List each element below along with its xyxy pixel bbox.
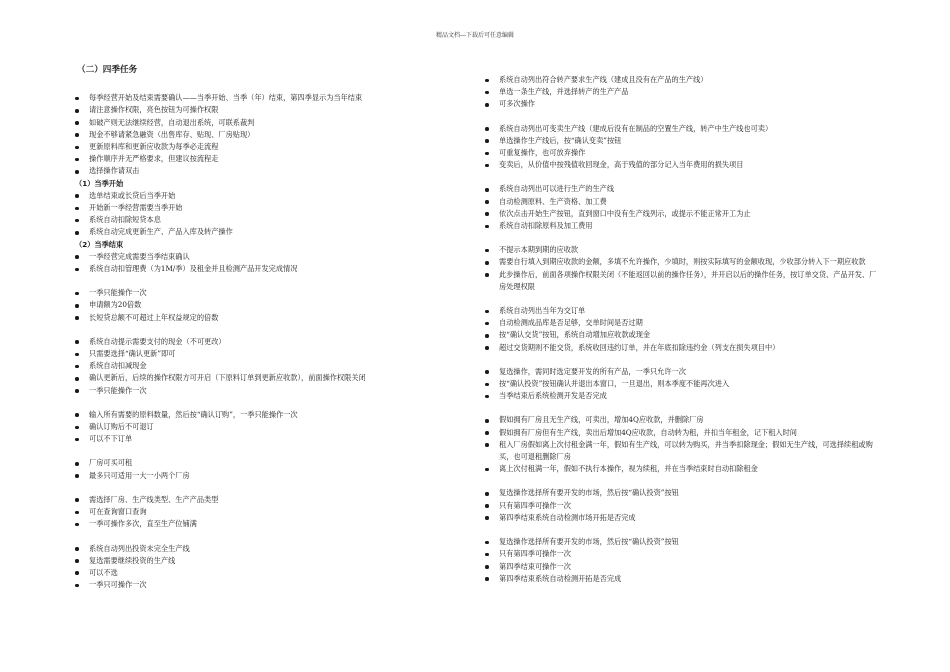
bullet-item: 变卖后，从价值中按残值收回现金，高于残值的部分记入当年费用的损失项目	[483, 159, 883, 171]
bullet-item: 需要自行填入到期应收款的金额，多填不允许操作，少填时，则按实际填写的金额收现，少收部分转入下一期应收款	[483, 256, 883, 268]
bullet-list	[73, 494, 433, 531]
bullet-item: 如破产则无法继续经营，自动退出系统，可联系裁判	[73, 117, 433, 129]
bullet-item: 可以不下订单	[73, 433, 433, 445]
spacer	[483, 232, 883, 244]
spacer	[73, 397, 433, 409]
spacer	[73, 482, 433, 494]
bullet-item: 离上次付租满一年，假如不执行本操作，视为续租，并在当季结束时自动扣除租金	[483, 463, 883, 475]
bullet-item: 操作顺序并无严格要求，但建议按流程走	[73, 153, 433, 165]
bullet-list	[73, 457, 433, 481]
bullet-item: 选单结束或长贷后当季开始	[73, 190, 433, 202]
section-title: （二）四季任务	[77, 65, 138, 75]
bullet-item: 一季只能操作一次	[73, 385, 433, 397]
bullet-item: 一季只能操作一次	[73, 287, 433, 299]
bullet-item: 复选操作，需同时选定要开发的所有产品，一季只允许一次	[483, 366, 883, 378]
bullet-list	[483, 74, 883, 111]
bullet-list	[483, 366, 883, 403]
bullet-item: 系统自动列出符合转产要求生产线（建成且没有在产品的生产线）	[483, 74, 883, 86]
bullet-item: 系统自动列出可变卖生产线（建成后没有在制品的空置生产线，转产中生产线也可卖）	[483, 123, 883, 135]
bullet-item: 需选择厂房、生产线类型、生产产品类型	[73, 494, 433, 506]
spacer	[483, 524, 883, 536]
bullet-item: 不提示本期到期的应收款	[483, 244, 883, 256]
bullet-item: 单选一条生产线，并选择转产的生产产品	[483, 86, 883, 98]
bullet-item: 只有第四季可操作一次	[483, 500, 883, 512]
bullet-item: 每季经营开始及结束需要确认——当季开始、当季（年）结束，第四季显示为当年结束	[73, 92, 433, 104]
bullet-item: 假如拥有厂房但有生产线，卖出后增加4Q应收款，自动转为租，并扣当年租金，记下租入时间	[483, 427, 883, 439]
spacer	[73, 445, 433, 457]
bullet-item: 系统自动扣减现金	[73, 360, 433, 372]
bullet-item: 第四季结束系统自动检测开拓是否完成	[483, 573, 883, 585]
bullet-item: 请注意操作权限，亮色按钮为可操作权限	[73, 104, 433, 116]
bullet-list	[73, 409, 433, 446]
bullet-item: 开始新一季经营需要当季开始	[73, 202, 433, 214]
bullet-list	[73, 190, 433, 239]
spacer	[483, 354, 883, 366]
bullet-item: 一季经营完成需要当季结束确认	[73, 251, 433, 263]
bullet-list	[73, 251, 433, 275]
spacer	[483, 475, 883, 487]
bullet-item: 申请额为20倍数	[73, 299, 433, 311]
bullet-item: 只需要选择“确认更新”即可	[73, 348, 433, 360]
bullet-item: 一季只可操作一次	[73, 579, 433, 591]
bullet-item: 假如拥有厂房且无生产线，可卖出，增加4Q应收款，并删除厂房	[483, 414, 883, 426]
spacer	[483, 293, 883, 305]
bullet-item: 可在查询窗口查询	[73, 506, 433, 518]
spacer	[73, 275, 433, 287]
bullet-item: 系统自动扣除原料及加工费用	[483, 220, 883, 232]
bullet-item: 长短贷总额不可超过上年权益规定的倍数	[73, 312, 433, 324]
spacer	[483, 171, 883, 183]
bullet-item: 复选操作选择所有要开发的市场，然后按“确认投资”按钮	[483, 487, 883, 499]
bullet-list	[483, 305, 883, 354]
bullet-list	[483, 487, 883, 524]
right-body	[483, 74, 883, 585]
bullet-item: 自动检测成品库是否足够，交单时间是否过期	[483, 317, 883, 329]
left-body	[73, 92, 433, 591]
bullet-item: 确认订购后不可退订	[73, 421, 433, 433]
bullet-item: 一季可操作多次，直至生产位铺满	[73, 518, 433, 530]
bullet-item: 系统自动列出可以进行生产的生产线	[483, 183, 883, 195]
bullet-item: 可多次操作	[483, 98, 883, 110]
bullet-list	[483, 183, 883, 232]
bullet-item: 系统自动列出当年为交订单	[483, 305, 883, 317]
bullet-list	[73, 543, 433, 592]
bullet-list	[73, 336, 433, 397]
bullet-list	[483, 536, 883, 585]
bullet-list	[483, 244, 883, 293]
bullet-item: 依次点击开始生产按钮，直到窗口中没有生产线列示，或提示不能正常开工为止	[483, 208, 883, 220]
bullet-list	[483, 414, 883, 475]
bullet-item: 可以不选	[73, 567, 433, 579]
bullet-item: 自动检测原料、生产资格、加工费	[483, 196, 883, 208]
spacer	[73, 324, 433, 336]
bullet-item: 更新原料库和更新应收款为每季必走流程	[73, 141, 433, 153]
subsection-heading: （1）当季开始	[75, 178, 124, 188]
bullet-item: 系统自动提示需要支付的现金（不可更改）	[73, 336, 433, 348]
bullet-item: 系统自动列出投资未完全生产线	[73, 543, 433, 555]
bullet-item: 租入厂房假如离上次付租金满一年，假如有生产线，可以转为购买，并当季扣除现金；假如无生产线，可选择续租或购买，也可退租删除厂房	[483, 439, 883, 463]
bullet-item: 系统自动完成更新生产、产品入库及转产操作	[73, 226, 433, 238]
bullet-list	[73, 287, 433, 324]
right-column	[483, 74, 883, 585]
bullet-item: 厂房可买可租	[73, 457, 433, 469]
bullet-item: 按“确认交货”按钮，系统自动增加应收款或现金	[483, 329, 883, 341]
bullet-list	[483, 123, 883, 172]
bullet-item: 按“确认投资”按钮确认并退出本窗口，一旦退出，则本季度不能再次进入	[483, 378, 883, 390]
bullet-item: 复选需要继续投资的生产线	[73, 555, 433, 567]
bullet-item: 系统自动扣除短贷本息	[73, 214, 433, 226]
bullet-item: 最多只可适用一大一小两个厂房	[73, 470, 433, 482]
spacer	[483, 111, 883, 123]
bullet-item: 选择操作请双击	[73, 165, 433, 177]
bullet-item: 系统自动扣管理费（为1M/季）及租金并且检测产品开发完成情况	[73, 263, 433, 275]
bullet-item: 当季结束后系统检测开发是否完成	[483, 390, 883, 402]
bullet-item: 第四季结束系统自动检测市场开拓是否完成	[483, 512, 883, 524]
bullet-item: 单选操作生产线后，按“确认变卖”按钮	[483, 135, 883, 147]
left-column	[73, 64, 433, 591]
bullet-item: 超过交货期则不能交货，系统收回违约订单，并在年底扣除违约金（列支在损失项目中）	[483, 342, 883, 354]
bullet-item: 此步操作后，前面各项操作权限关闭（不能返回以前的操作任务），并开启以后的操作任务，按订单交货、产品开发、厂房处理权限	[483, 269, 883, 293]
bullet-item: 可重复操作，也可放弃操作	[483, 147, 883, 159]
bullet-item: 复选操作选择所有要开发的市场，然后按“确认投资”按钮	[483, 536, 883, 548]
spacer	[483, 402, 883, 414]
subsection-heading: （2）当季结束	[75, 239, 124, 249]
bullet-item: 现金不够请紧急融资（出售库存、贴现、厂房贴现）	[73, 129, 433, 141]
page-header: 精品文档---下载后可任意编辑	[435, 32, 515, 39]
bullet-list	[73, 92, 433, 177]
bullet-item: 第四季结束可操作一次	[483, 561, 883, 573]
bullet-item: 确认更新后，后续的操作权限方可开启（下原料订单到更新应收款），前面操作权限关闭	[73, 372, 433, 384]
spacer	[73, 531, 433, 543]
bullet-item: 只有第四季可操作一次	[483, 548, 883, 560]
bullet-item: 输入所有需要的原料数量，然后按“确认订购”，一季只能操作一次	[73, 409, 433, 421]
